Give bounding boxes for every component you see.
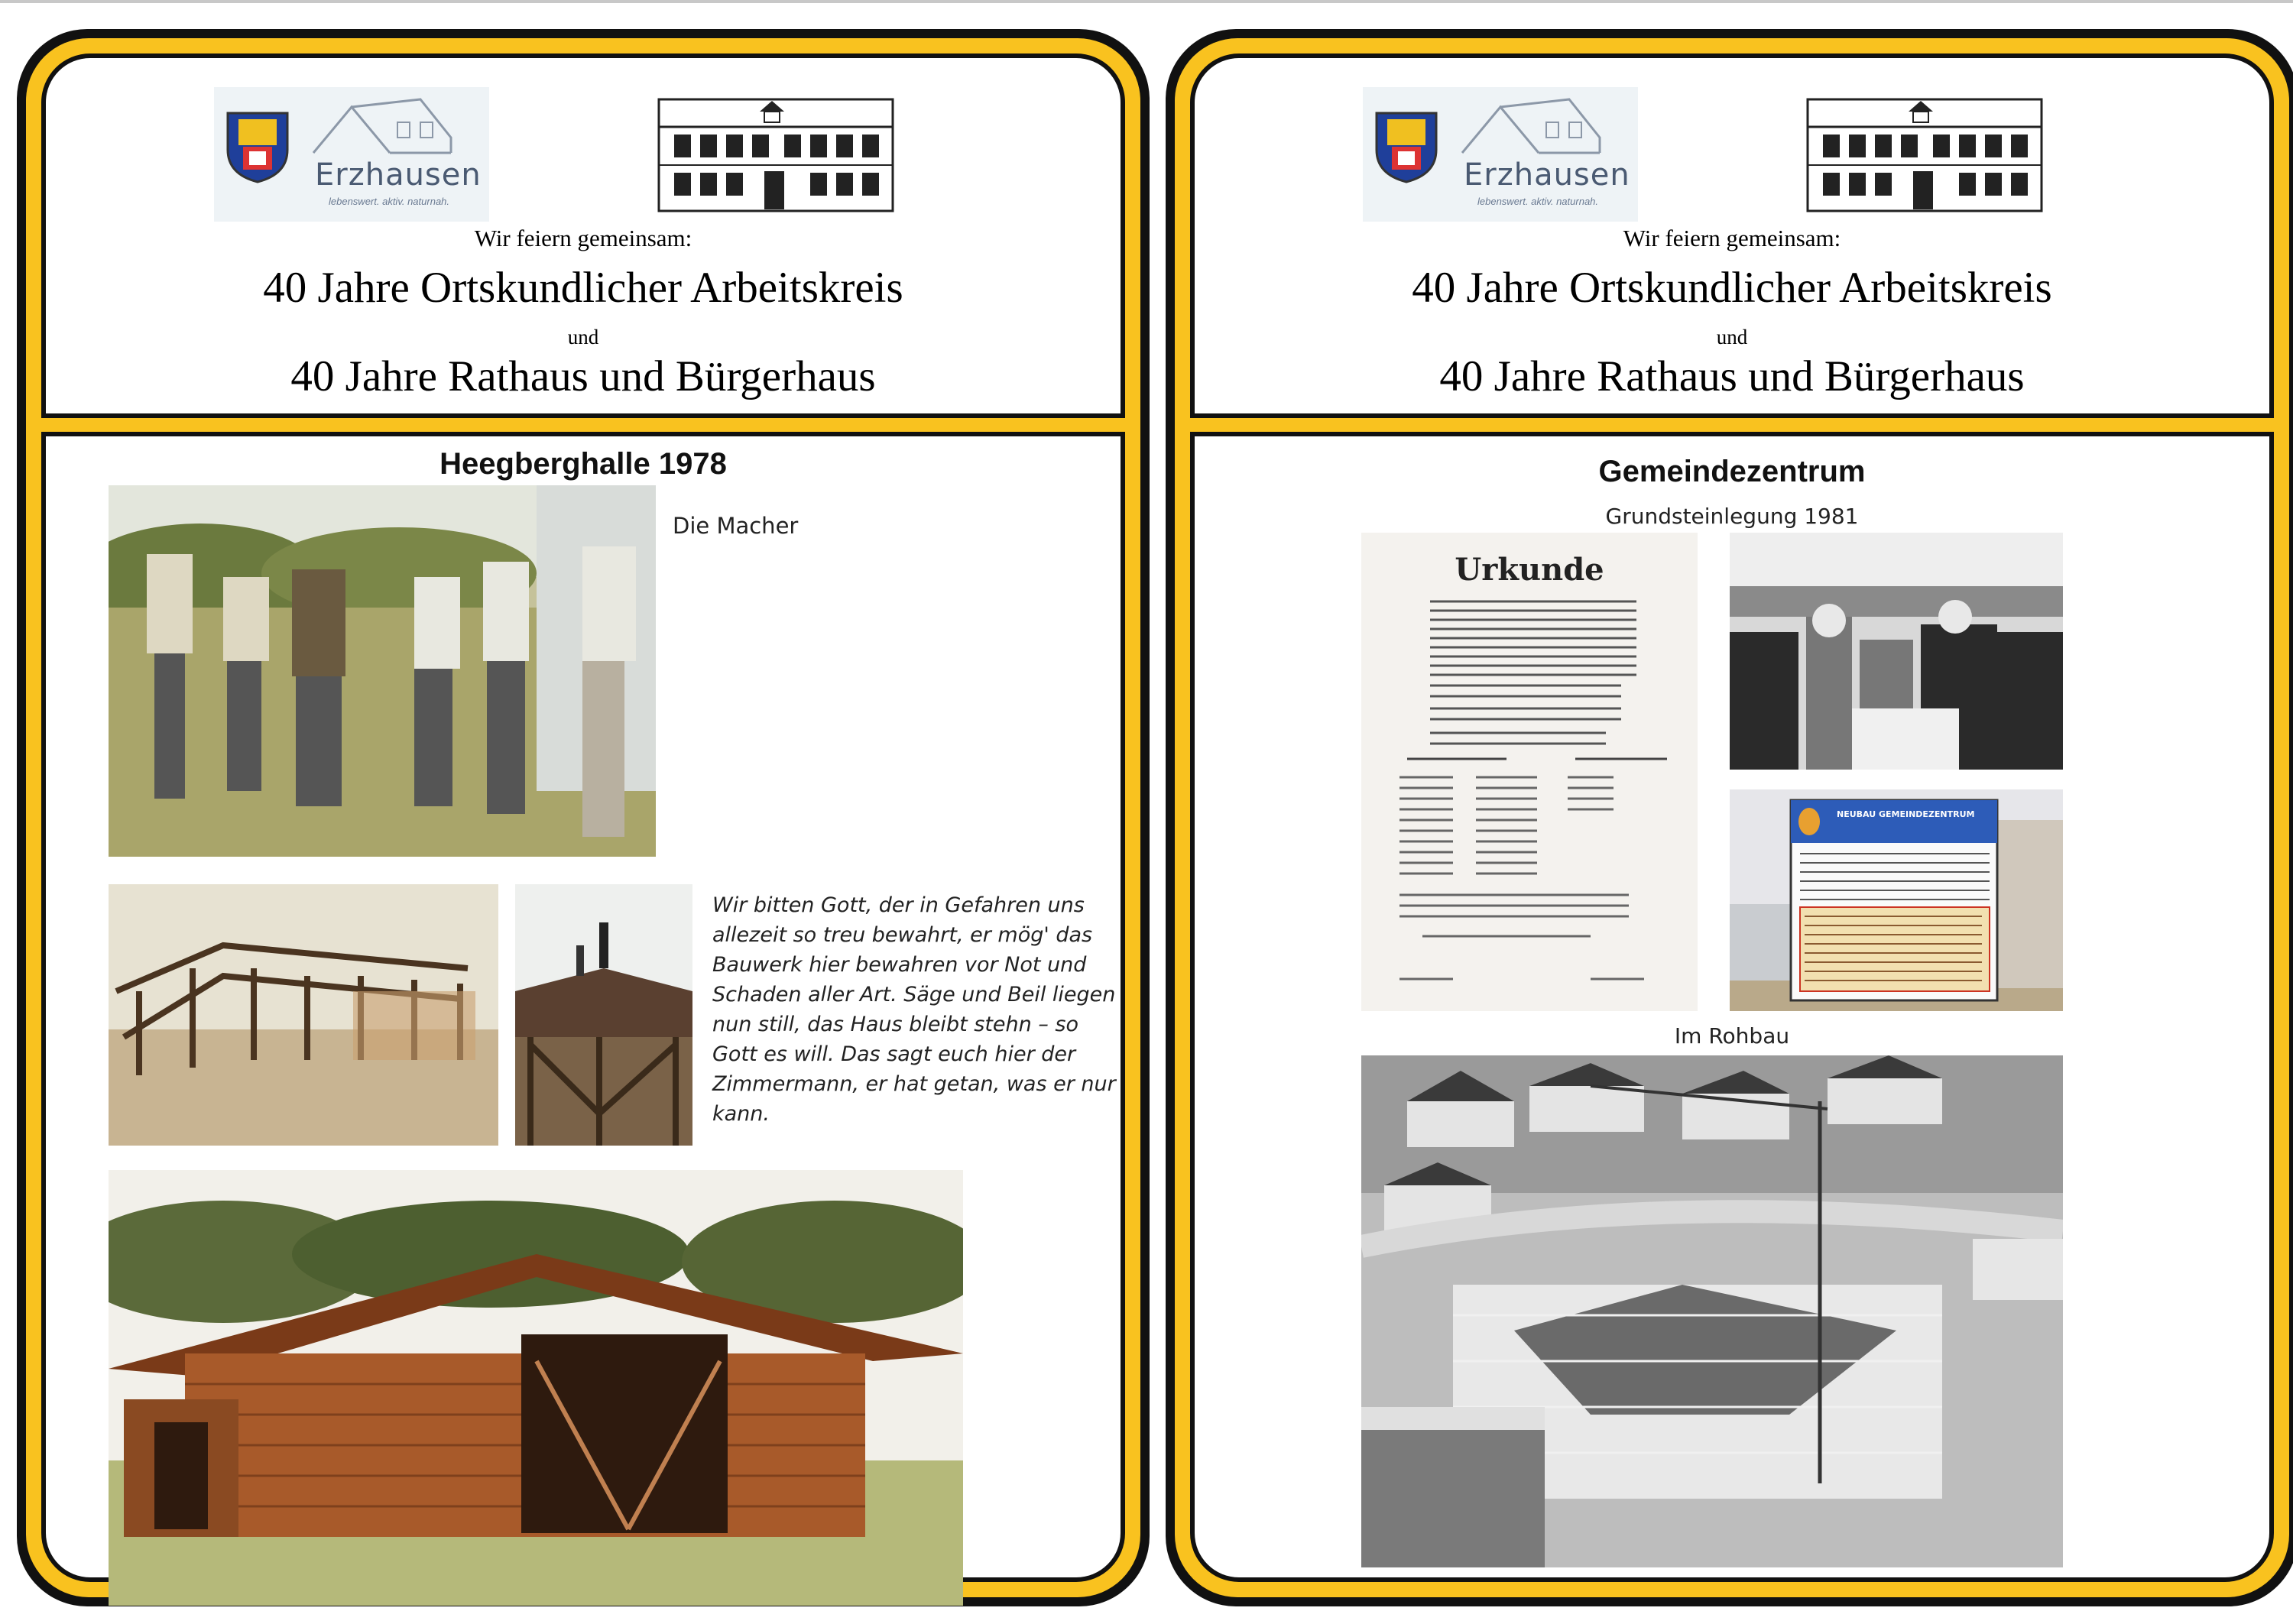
rohbau-label: Im Rohbau — [1674, 1023, 1790, 1049]
logo-tagline: lebenswert. aktiv. naturnah. — [1477, 196, 1599, 207]
content-right — [1195, 436, 2269, 1577]
divider-right — [1190, 413, 2274, 436]
logo-tagline: lebenswert. aktiv. naturnah. — [329, 196, 450, 207]
celebrate-line: Wir feiern gemeinsam: — [1623, 225, 1841, 251]
erzhausen-logo — [1363, 87, 1638, 222]
photo-aerial-shell — [1361, 1055, 2063, 1567]
logo-name: Erzhausen — [315, 157, 482, 193]
photo-ceremony — [1730, 533, 2063, 770]
photo-roof-topping — [515, 884, 692, 1146]
erzhausen-logo — [214, 87, 489, 222]
house-line-icon — [1455, 92, 1607, 160]
section-title: Gemeindezentrum — [1598, 455, 1866, 488]
header-left — [46, 58, 1121, 413]
section-subtitle: Grundsteinlegung 1981 — [1605, 504, 1859, 529]
sign-heading: NEUBAU GEMEINDEZENTRUM — [1837, 809, 1975, 819]
poster-left — [17, 29, 1150, 1606]
celebrate-line: Wir feiern gemeinsam: — [474, 225, 692, 251]
headline-and: und — [567, 326, 599, 348]
town-hall-drawing — [657, 98, 894, 212]
makers-label: Die Macher — [673, 513, 799, 539]
photo-makers — [109, 485, 656, 857]
content-left — [46, 436, 1121, 1577]
photo-foundation-document — [1361, 533, 1698, 1011]
document-heading: Urkunde — [1455, 552, 1604, 588]
headline-2: 40 Jahre Rathaus und Bürgerhaus — [290, 352, 876, 400]
top-rule — [0, 0, 2293, 3]
photo-frame-construction — [109, 884, 498, 1146]
photo-finished-hall — [109, 1170, 963, 1606]
header-right — [1195, 58, 2269, 413]
poster-right — [1166, 29, 2293, 1606]
headline-1: 40 Jahre Ortskundlicher Arbeitskreis — [1412, 264, 2052, 312]
carpenter-blessing: Wir bitten Gott, der in Gefahren uns allezeit so treu bewahrt, er mög' das Bauwerk hier bewahren vor Not und Schaden aller Art. Säge und Beil liegen nun still, das Haus bleibt stehn – so Gott es will. Das sagt euch hier der Zimmermann, er hat getan, was er nur kann. — [712, 893, 1116, 1126]
house-line-icon — [306, 92, 459, 160]
headline-2: 40 Jahre Rathaus und Bürgerhaus — [1439, 352, 2025, 400]
town-hall-drawing — [1806, 98, 2043, 212]
photo-construction-sign — [1730, 789, 2063, 1011]
coat-of-arms-icon — [225, 110, 290, 183]
logo-name: Erzhausen — [1464, 157, 1630, 193]
headline-1: 40 Jahre Ortskundlicher Arbeitskreis — [263, 264, 903, 312]
headline-and: und — [1716, 326, 1748, 348]
divider-left — [41, 413, 1125, 436]
section-title: Heegberghalle 1978 — [439, 447, 727, 481]
coat-of-arms-icon — [1374, 110, 1439, 183]
